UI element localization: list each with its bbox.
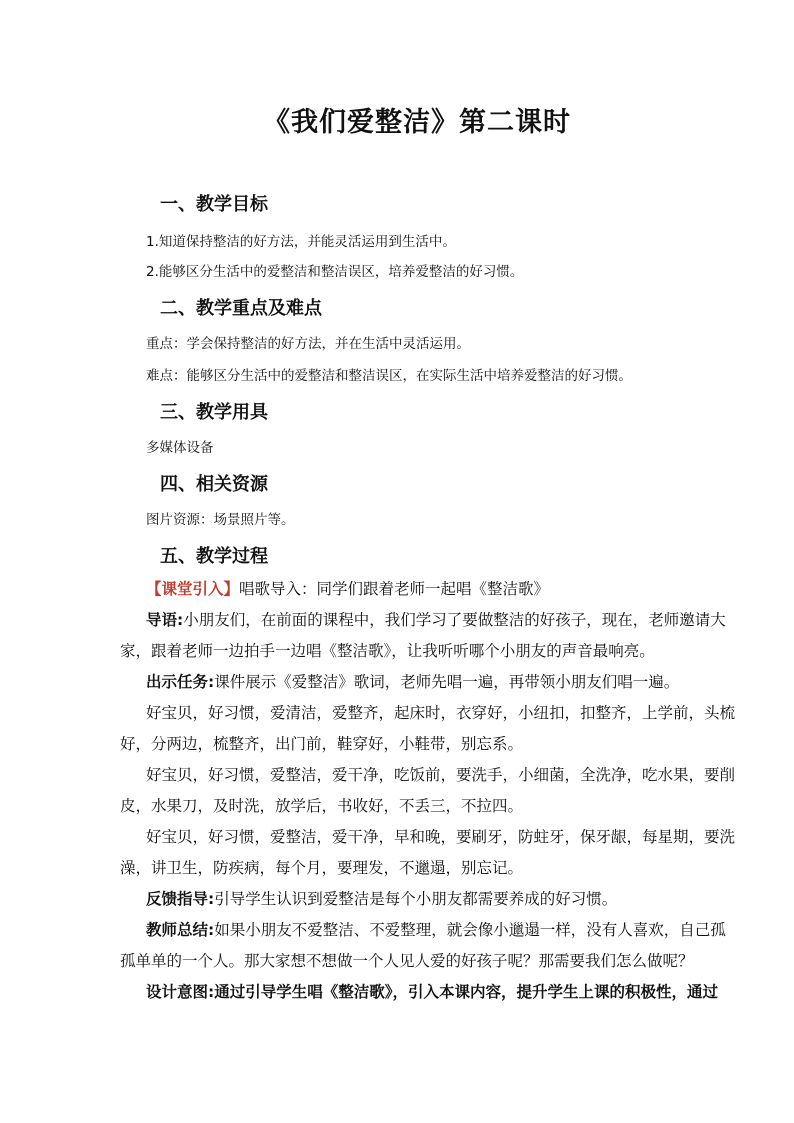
section-heading-tools: 三、教学用具	[160, 402, 268, 423]
section-heading-resources: 四、相关资源	[160, 474, 268, 495]
lyrics-verse-2: 好宝贝，好习惯，爱整洁，爱干净，吃饭前，要洗手，小细菌，全洗净，吃水果，要削	[146, 766, 736, 784]
guide-line: 导语:小朋友们，在前面的课程中，我们学习了要做整洁的好孩子，现在，老师邀请大	[146, 611, 726, 629]
lyrics-verse-3-cont: 澡，讲卫生，防疾病，每个月，要理发，不邋遢，别忘记。	[120, 859, 524, 877]
objective-item: 1.知道保持整洁的好方法，并能灵活运用到生活中。	[146, 234, 456, 250]
lyrics-verse-3: 好宝贝，好习惯，爱整洁，爱干净，早和晚，要刷牙，防蛀牙，保牙龈，每星期，要洗	[146, 828, 736, 846]
section-heading-objectives: 一、教学目标	[160, 194, 268, 215]
summary-line: 教师总结:如果小朋友不爱整洁、不爱整理，就会像小邋遢一样，没有人喜欢，自己孤	[146, 921, 726, 939]
objective-item: 2.能够区分生活中的爱整洁和整洁误区，培养爱整洁的好习惯。	[146, 264, 524, 280]
resources-item: 图片资源：场景照片等。	[146, 512, 295, 528]
process-body	[120, 574, 736, 1008]
lyrics-verse-2-cont: 皮，水果刀，及时洗，放学后，书收好，不丢三，不拉四。	[120, 797, 524, 815]
summary-line-cont: 孤单单的一个人。那大家想不想做一个人见人爱的好孩子呢？那需要我们怎么做呢？	[120, 952, 694, 970]
lyrics-verse-1: 好宝贝，好习惯，爱清洁，爱整齐，起床时，衣穿好，小纽扣，扣整齐，上学前，头梳	[146, 704, 736, 722]
guide-line-cont: 家，跟着老师一边拍手一边唱《整洁歌》，让我听听哪个小朋友的声音最响亮。	[120, 642, 655, 660]
task-line: 出示任务:课件展示《爱整洁》歌词，老师先唱一遍，再带领小朋友们唱一遍。	[146, 673, 680, 691]
difficulty-item: 难点：能够区分生活中的爱整洁和整洁误区，在实际生活中培养爱整洁的好习惯。	[146, 368, 632, 384]
page-title: 《我们爱整洁》第二课时	[263, 107, 571, 138]
design-intent-line: 设计意图:通过引导学生唱《整洁歌》，引入本课内容，提升学生上课的积极性，通过	[146, 983, 718, 1001]
tools-item: 多媒体设备	[146, 440, 214, 456]
key-point-item: 重点：学会保持整洁的好方法，并在生活中灵活运用。	[146, 336, 470, 352]
feedback-line: 反馈指导:引导学生认识到爱整洁是每个小朋友都需要养成的好习惯。	[146, 890, 618, 908]
lyrics-verse-1-cont: 好，分两边，梳整齐，出门前，鞋穿好，小鞋带，别忘系。	[120, 735, 524, 753]
intro-line: 【课堂引入】唱歌导入：同学们跟着老师一起唱《整洁歌》	[146, 580, 550, 598]
section-heading-process: 五、教学过程	[160, 546, 268, 567]
section-heading-key-points: 二、教学重点及难点	[160, 298, 322, 319]
